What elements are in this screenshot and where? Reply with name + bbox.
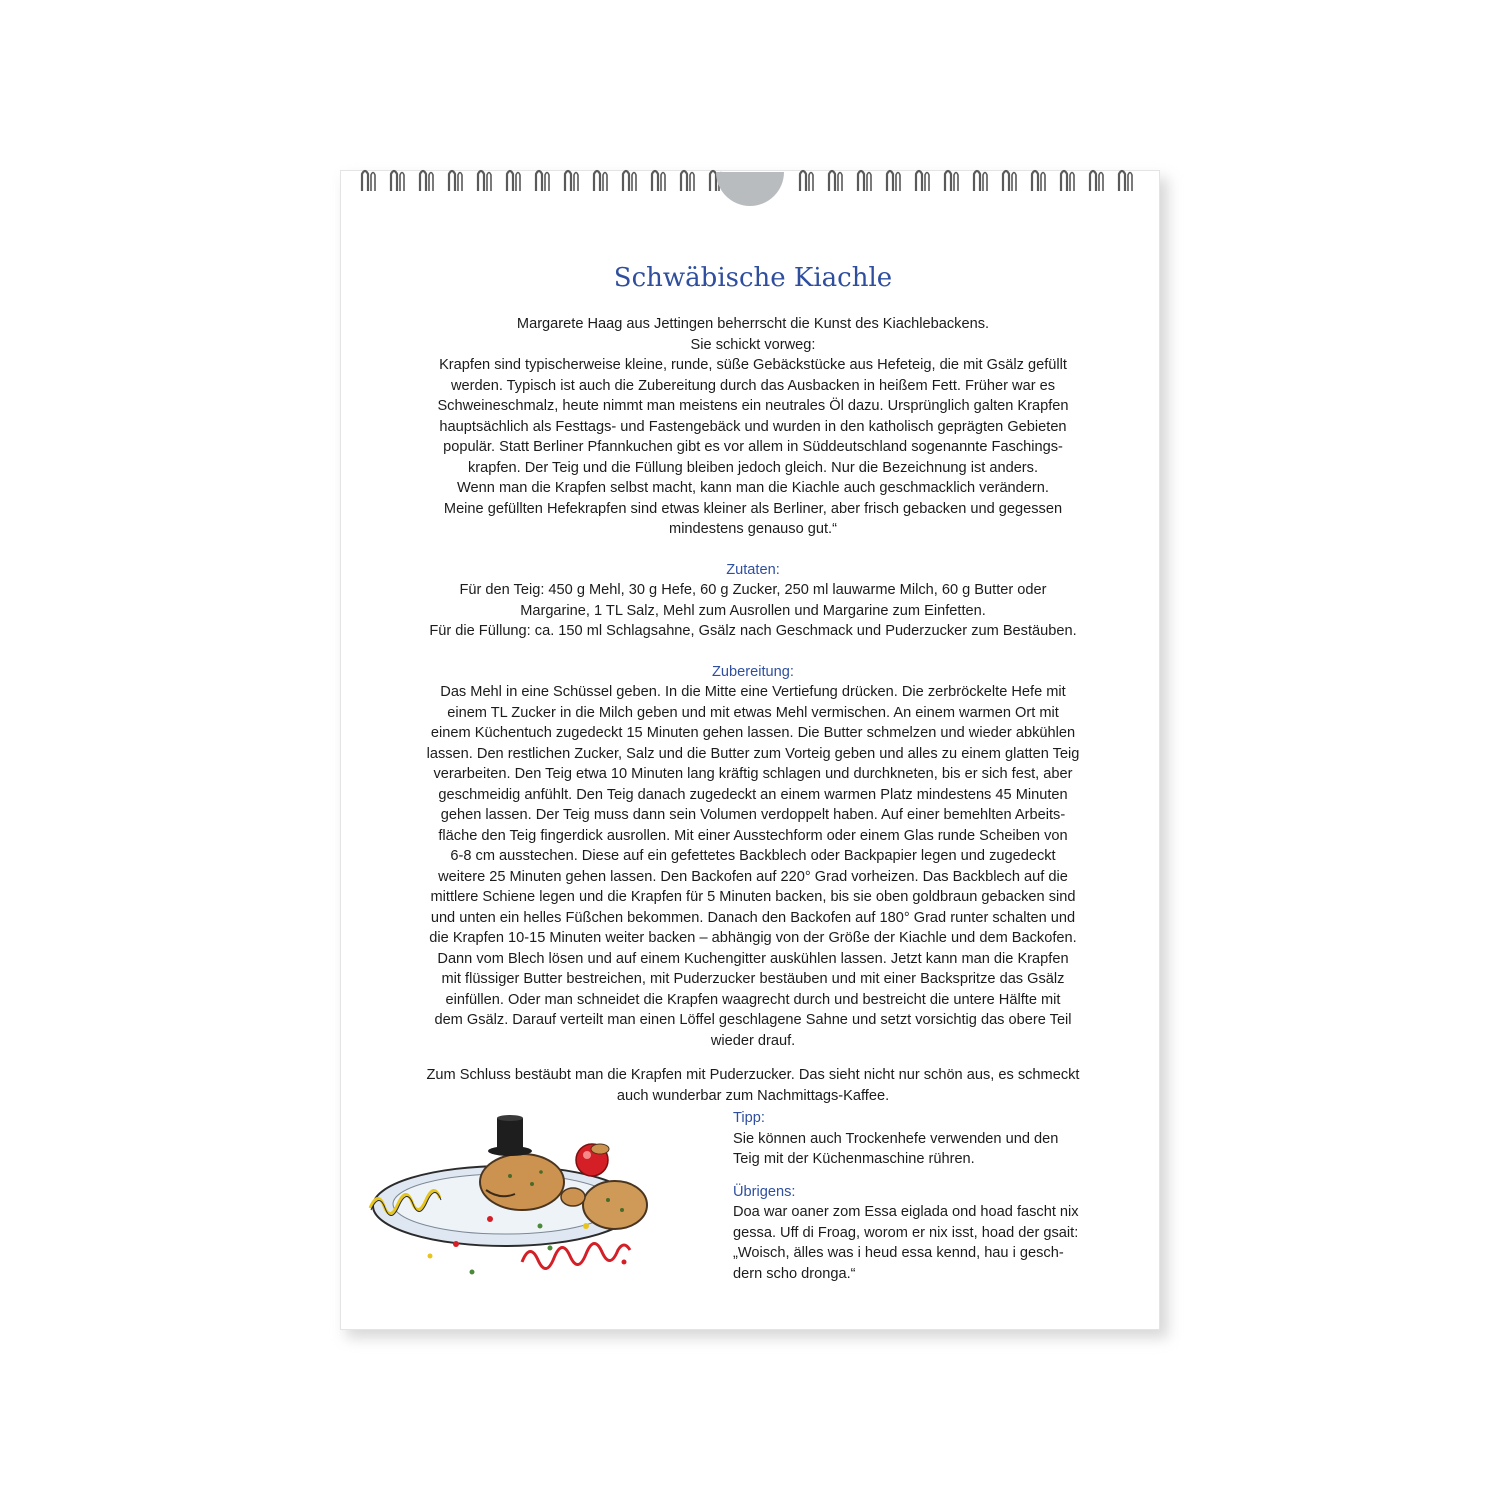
preparation-line: fläche den Teig fingerdick ausrollen. Mit einer Ausstechform oder einem Glas runde Scheiben von [438,827,1068,844]
aside-heading: Übrigens: [733,1183,796,1200]
binding-wire-loop [420,171,426,191]
spiral-binding [340,160,1160,210]
binding-wire-loop [945,171,951,191]
preparation-line: gehen lassen. Der Teig muss dann sein Volumen verdoppelt haben. Auf einer bemehlten Arbeits- [440,807,1066,823]
intro-line: Sie schickt vorweg: [690,336,816,353]
intro-line: Wenn man die Krapfen selbst macht, kann man die Kiachle auch geschmacklich verändern. [457,480,1049,496]
preparation-line: geschmeidig anfühlt. Den Teig danach zugedeckt an einem warmen Platz mindestens 45 Minuten [438,786,1068,803]
page-title: Schwäbische Kiachle [613,263,893,293]
binding-wire-loop [710,171,716,191]
aside-line: gessa. Uff di Froag, worom er nix isst, hoad der gsait: [733,1224,1079,1241]
binding-wire-loop [362,171,368,191]
binding-wire-loop [632,173,636,192]
ingredients-heading: Zutaten: [726,561,780,578]
binding-wire-loop [623,171,629,191]
spiral-binding-icon [340,160,1160,210]
preparation-line: die Krapfen 10-15 Minuten weiter backen – abhängig von der Größe der Kiachle und dem Backofen. [429,930,1077,946]
ingredients-line: Für die Füllung: ca. 150 ml Schlagsahne, Gsälz nach Geschmack und Puderzucker zum Bestäuben. [429,623,1077,639]
binding-wire-loop [603,173,607,192]
bottom-area [360,1108,1100,1308]
binding-wire-loop [916,171,922,191]
aside-line: Doa war oaner zom Essa eiglada ond hoad fascht nix [733,1204,1079,1220]
krapfen-plate-icon [360,1110,650,1290]
binding-wire-loop [925,173,929,192]
preparation-line: verarbeiten. Den Teig etwa 10 Minuten lang kräftig schlagen und durchkneten, bis er sich fest, aber [433,766,1073,782]
binding-wire-loop [809,173,813,192]
preparation-line: dem Gsälz. Darauf verteilt man einen Löffel geschlagene Sahne und setzt vorsichtig das obere Teil [434,1012,1072,1028]
closing-line: Zum Schluss bestäubt man die Krapfen mit Puderzucker. Das sieht nicht nur schön aus, es schmeckt [426,1067,1080,1083]
binding-wire-loop [1090,171,1096,191]
preparation-line: Das Mehl in eine Schüssel geben. In die Mitte eine Vertiefung drücken. Die zerbröckelte Hefe mit [440,684,1066,700]
binding-wire-loop [516,173,520,192]
preparation-line: weitere 25 Minuten gehen lassen. Den Backofen auf 220° Grad vorheizen. Das Backblech auf die [438,868,1068,885]
spacer [733,1170,1095,1182]
binding-wire-loop [536,171,542,191]
aside-line: dern scho dronga.“ [733,1265,856,1282]
preparation-line: einfüllen. Oder man schneidet die Krapfen waagrecht durch und bestreicht die untere Hälfte mit [445,991,1061,1008]
binding-wire-loop [1032,171,1038,191]
binding-wire-loop [974,171,980,191]
binding-wire-loop [838,173,842,192]
binding-wire-loop [371,173,375,192]
preparation-heading: Zubereitung: [712,663,794,680]
binding-wires-left [362,171,723,191]
spacer [410,1051,1096,1065]
binding-wire-loop [429,173,433,192]
binding-wire-loop [1099,173,1103,192]
binding-wire-loop [983,173,987,192]
preparation-line: Dann vom Blech lösen und auf einem Kuchengitter auskühlen lassen. Jetzt kann man die Krapfen [437,950,1069,967]
binding-wire-loop [1061,171,1067,191]
binding-wire-loop [800,171,806,191]
binding-wire-loop [507,171,513,191]
preparation-line: wieder drauf. [710,1032,796,1049]
hanger-hole [716,172,784,206]
binding-wire-loop [1012,173,1016,192]
preparation-line: mit flüssiger Butter bestreichen, mit Puderzucker bestäuben und mit einer Backspritze das Gsälz [441,971,1065,987]
binding-wire-loop [1003,171,1009,191]
intro-section [410,314,1096,540]
binding-wire-loop [681,171,687,191]
intro-line: werden. Typisch ist auch die Zubereitung durch das Ausbacken in heißem Fett. Früher war es [450,377,1056,394]
binding-wires-right [800,171,1132,191]
closing-line: auch wunderbar zum Nachmittags-Kaffee. [616,1087,890,1104]
binding-wire-loop [478,171,484,191]
tips-column [733,1108,1095,1284]
intro-line: Meine gefüllten Hefekrapfen sind etwas kleiner als Berliner, aber frisch gebacken und gegessen [443,500,1063,517]
intro-line: hauptsächlich als Festtags- und Fastengebäck und wurden in den katholisch geprägten Gebieten [439,418,1067,435]
intro-line: Krapfen sind typischerweise kleine, runde, süße Gebäckstücke aus Hefeteig, die mit Gsälz gefüllt [439,357,1067,373]
binding-wire-loop [896,173,900,192]
tip-heading: Tipp: [733,1110,765,1126]
binding-wire-loop [449,171,455,191]
intro-line: Schweineschmalz, heute nimmt man meistens ein neutrales Öl dazu. Ursprünglich galten Krapfen [437,398,1069,414]
ingredients-line: Für den Teig: 450 g Mehl, 30 g Hefe, 60 g Zucker, 250 ml lauwarme Milch, 60 g Butter oder [459,582,1047,598]
ingredients-line: Margarine, 1 TL Salz, Mehl zum Ausrollen und Margarine zum Einfetten. [520,602,986,619]
binding-wire-loop [887,171,893,191]
binding-wire-loop [574,173,578,192]
intro-line: mindestens genauso gut.“ [669,521,837,537]
binding-wire-loop [867,173,871,192]
binding-wire-loop [1119,171,1125,191]
binding-wire-loop [545,173,549,192]
binding-wire-loop [594,171,600,191]
ingredients-section [410,560,1096,642]
intro-line: populär. Statt Berliner Pfannkuchen gibt es vor allem in Süddeutschland sogenannte Faschings- [443,439,1063,455]
binding-wire-loop [954,173,958,192]
tip-line: Sie können auch Trockenhefe verwenden und den [733,1130,1059,1147]
binding-wire-loop [652,171,658,191]
binding-wire-loop [690,173,694,192]
binding-wire-loop [1070,173,1074,192]
preparation-line: mittlere Schiene legen und die Krapfen für 5 Minuten backen, bis sie oben goldbraun gebacken sind [430,889,1076,905]
preparation-line: lassen. Den restlichen Zucker, Salz und die Butter zum Vorteig geben und alles zu einem glatten Teig [426,745,1080,762]
binding-wire-loop [400,173,404,192]
preparation-section [410,662,1096,1052]
binding-wire-loop [458,173,462,192]
spacer [410,642,1096,662]
spacer [410,540,1096,560]
intro-line: Margarete Haag aus Jettingen beherrscht die Kunst des Kiachlebackens. [516,316,990,332]
binding-wire-loop [391,171,397,191]
tip-line: Teig mit der Küchenmaschine rühren. [733,1151,975,1167]
binding-wire-loop [858,171,864,191]
binding-wire-loop [661,173,665,192]
closing-section [410,1065,1096,1106]
binding-wire-loop [1041,173,1045,192]
preparation-line: einem Küchentuch zugedeckt 15 Minuten gehen lassen. Die Butter schmelzen und wieder abkühlen [430,725,1076,741]
krapfen-plate-illustration [360,1110,650,1290]
binding-wire-loop [1128,173,1132,192]
binding-wire-loop [829,171,835,191]
aside-line: „Woisch, älles was i heud essa kennd, hau i gesch- [733,1245,1064,1261]
preparation-line: und unten ein helles Füßchen bekommen. Danach den Backofen auf 180° Grad runter schalten und [430,909,1076,926]
intro-line: krapfen. Der Teig und die Füllung bleiben jedoch gleich. Nur die Bezeichnung ist anders. [467,459,1039,476]
binding-wire-loop [487,173,491,192]
binding-wire-loop [565,171,571,191]
preparation-line: 6-8 cm ausstechen. Diese auf ein gefettetes Backblech oder Backpapier legen und zugedeckt [450,848,1056,864]
preparation-line: einem TL Zucker in die Milch geben und mit etwas Mehl vermischen. An einem warmen Ort mit [447,704,1059,721]
recipe-body [410,258,1096,1106]
